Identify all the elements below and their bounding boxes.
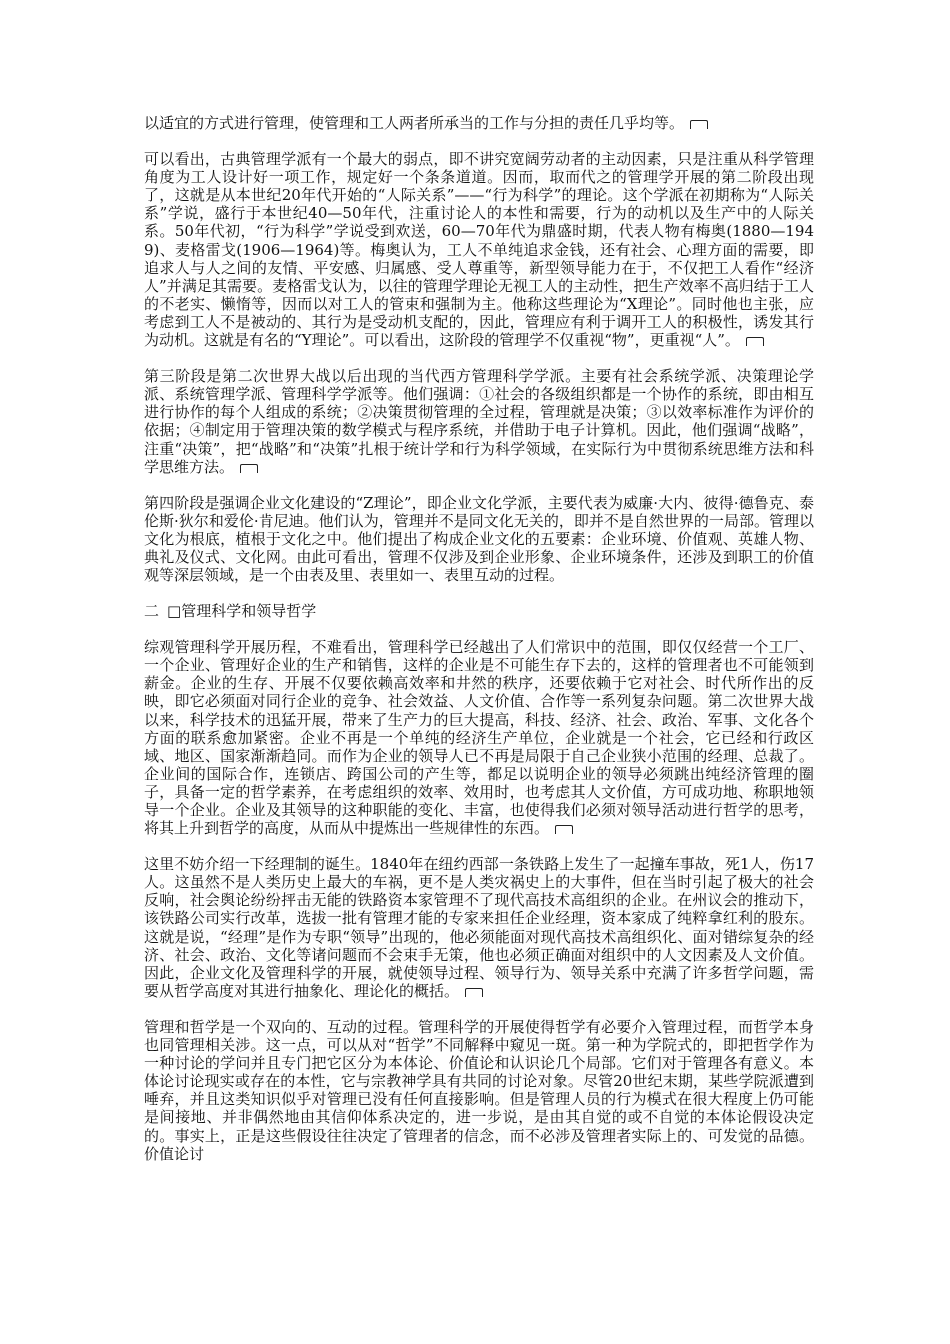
paragraph-3 xyxy=(144,367,814,476)
paragraph-text: 第四阶段是强调企业文化建设的“Z理论”，即企业文化学派，主要代表为威廉·大内、彼得·德鲁克、泰伦斯·狄尔和爱伦·肯尼迪。他们认为，管理并不是同文化无关的，即并不是自然世界的一局部。管理以文化为根底，植根于文化之中。他们提出了构成企业文化的五要素：企业环境、价值观、英雄人物、典礼及仪式、文化网。由此可看出，管理不仅涉及到企业形象、企业环境条件，还涉及到职工的价值观等深层领域，是一个由表及里、表里如一、表里互动的过程。 xyxy=(144,493,814,585)
paragraph-1 xyxy=(144,114,814,132)
paragraph-end-mark-icon xyxy=(465,988,483,997)
paragraph-text: 可以看出，古典管理学派有一个最大的弱点，即不讲究宽阔劳动者的主动因素，只是注重从科学管理角度为工人设计好一项工作，规定好一个条条道道。因而，取而代之的管理学开展的第二阶段出现了，这就是从本世纪20年代开始的“人际关系”——“行为科学”的理论。这个学派在初期称为“人际关系”学说，盛行于本世纪40—50年代，注重讨论人的本性和需要，行为的动机以及生产中的人际关系。50年代初，“行为科学”学说受到欢送，60—70年代为鼎盛时期，代表人物有梅奥(1880—1949)、麦格雷戈(1906—1964)等。梅奥认为，工人不单纯追求金钱，还有社会、心理方面的需要，即追求人与人之间的友情、平安感、归属感、受人尊重等，新型领导能力在于，不仅把工人看作“经济人”并满足其需要。麦格雷戈认为，以往的管理学理论无视工人的主动性，把生产效率不高归结于工人的不老实、懒惰等，因而以对工人的管束和强制为主。他称这些理论为“X理论”。同时他也主张，应考虑到工人不是被动的、其行为是受动机支配的，因此，管理应有利于调开工人的积极性，诱发其行为动机。这就是有名的“Y理论”。可以看出，这阶段的管理学不仅重视“物”，更重视“人”。 xyxy=(144,150,814,350)
paragraph-text: 以适宜的方式进行管理，使管理和工人两者所承当的工作与分担的责任几乎均等。 xyxy=(144,114,685,132)
paragraph-end-mark-icon xyxy=(746,337,764,346)
paragraph-4 xyxy=(144,494,814,584)
paragraph-6 xyxy=(144,855,814,1000)
paragraph-text: 综观管理科学开展历程，不难看出，管理科学已经越出了人们常识中的范围，即仅仅经营一个工厂、一个企业、管理好企业的生产和销售，这样的企业是不可能生存下去的，这样的管理者也不可能领到薪金。企业的生存、开展不仅要依赖高效率和井然的秩序，还要依赖于它对社会、时代所作出的反映，即它必须面对同行企业的竞争、社会效益、人文价值、合作等一系列复杂问题。第二次世界大战以来，科学技术的迅猛开展，带来了生产力的巨大提高，科技、经济、社会、政治、军事、文化各个方面的联系愈加紧密。企业不再是一个单纯的经济生产单位，企业就是一个社会，它已经和行政区域、地区、国家渐渐趋同。而作为企业的领导人已不再是局限于自己企业狭小范围的经理、总裁了。企业间的国际合作，连锁店、跨国公司的产生等，都足以说明企业的领导必须跳出纯经济管理的圈子，具备一定的哲学素养，在考虑组织的效率、效用时，也考虑其人文价值，方可成功地、称职地领导一个企业。企业及其领导的这种职能的变化、丰富，也使得我们必须对领导活动进行哲学的思考，将其上升到哲学的高度，从而从中提炼出一些规律性的东西。 xyxy=(144,638,814,838)
paragraph-text: 管理和哲学是一个双向的、互动的过程。管理科学的开展使得哲学有必要介入管理过程，而哲学本身也同管理相关涉。这一点，可以从对“哲学”不同解释中窥见一斑。第一种为学院式的，即把哲学作为一种讨论的学问并且专门把它区分为本体论、价值论和认识论几个局部。它们对于管理各有意义。本体论讨论现实或存在的本性，它与宗教神学具有共同的讨论对象。尽管20世纪末期，某些学院派遭到唾弃，并且这类知识似乎对管理已没有任何直接影响。但是管理人员的行为模式在很大程度上仍可能是间接地、并非偶然地由其信仰体系决定的，进一步说，是由其自觉的或不自觉的本体论假设决定的。事实上，正是这些假设往往决定了管理者的信念，而不必涉及管理者实际上的、可发觉的品德。价值论讨 xyxy=(144,1017,814,1163)
document-page xyxy=(144,114,814,1163)
paragraph-2 xyxy=(144,150,814,349)
paragraph-7 xyxy=(144,1018,814,1163)
section-heading xyxy=(144,602,814,620)
paragraph-5 xyxy=(144,638,814,837)
paragraph-text: 第三阶段是第二次世界大战以后出现的当代西方管理科学学派。主要有社会系统学派、决策理论学派、系统管理学派、管理科学学派等。他们强调：①社会的各级组织都是一个协作的系统，即由相互进行协作的每个人组成的系统；②决策贯彻管理的全过程，管理就是决策；③以效率标准作为评价的依据；④制定用于管理决策的数学模式与程序系统，并借助于电子计算机。因此，他们强调“战略”，注重“决策”，把“战略”和“决策”扎根于统计学和行为科学领域，在实际行为中贯彻系统思维方法和科学思维方法。 xyxy=(144,367,814,476)
paragraph-end-mark-icon xyxy=(690,120,708,129)
paragraph-text: 这里不妨介绍一下经理制的诞生。1840年在纽约西部一条铁路上发生了一起撞车事故，死1人，伤17人。这虽然不是人类历史上最大的车祸，更不是人类灾祸史上的大事件，但在当时引起了极大的社会反响，社会舆论纷纷抨击无能的铁路资本家管理不了现代高技术高组织的企业。在州议会的推动下，该铁路公司实行改革，选拔一批有管理才能的专家来担任企业经理，资本家成了纯粹拿红利的股东。这就是说，“经理”是作为专职“领导”出现的，他必须能面对现代高技术高组织化、面对错综复杂的经济、社会、政治、文化等诸问题而不会束手无策，他也必须正确面对组织中的人文因素及人文价值。因此，企业文化及管理科学的开展，就使领导过程、领导行为、领导关系中充满了许多哲学问题，需要从哲学高度对其进行抽象化、理论化的概括。 xyxy=(144,855,814,1000)
paragraph-end-mark-icon xyxy=(555,825,573,834)
section-title: □管理科学和领导哲学 xyxy=(167,602,317,621)
paragraph-end-mark-icon xyxy=(240,464,258,473)
section-number: 二 xyxy=(144,602,160,621)
